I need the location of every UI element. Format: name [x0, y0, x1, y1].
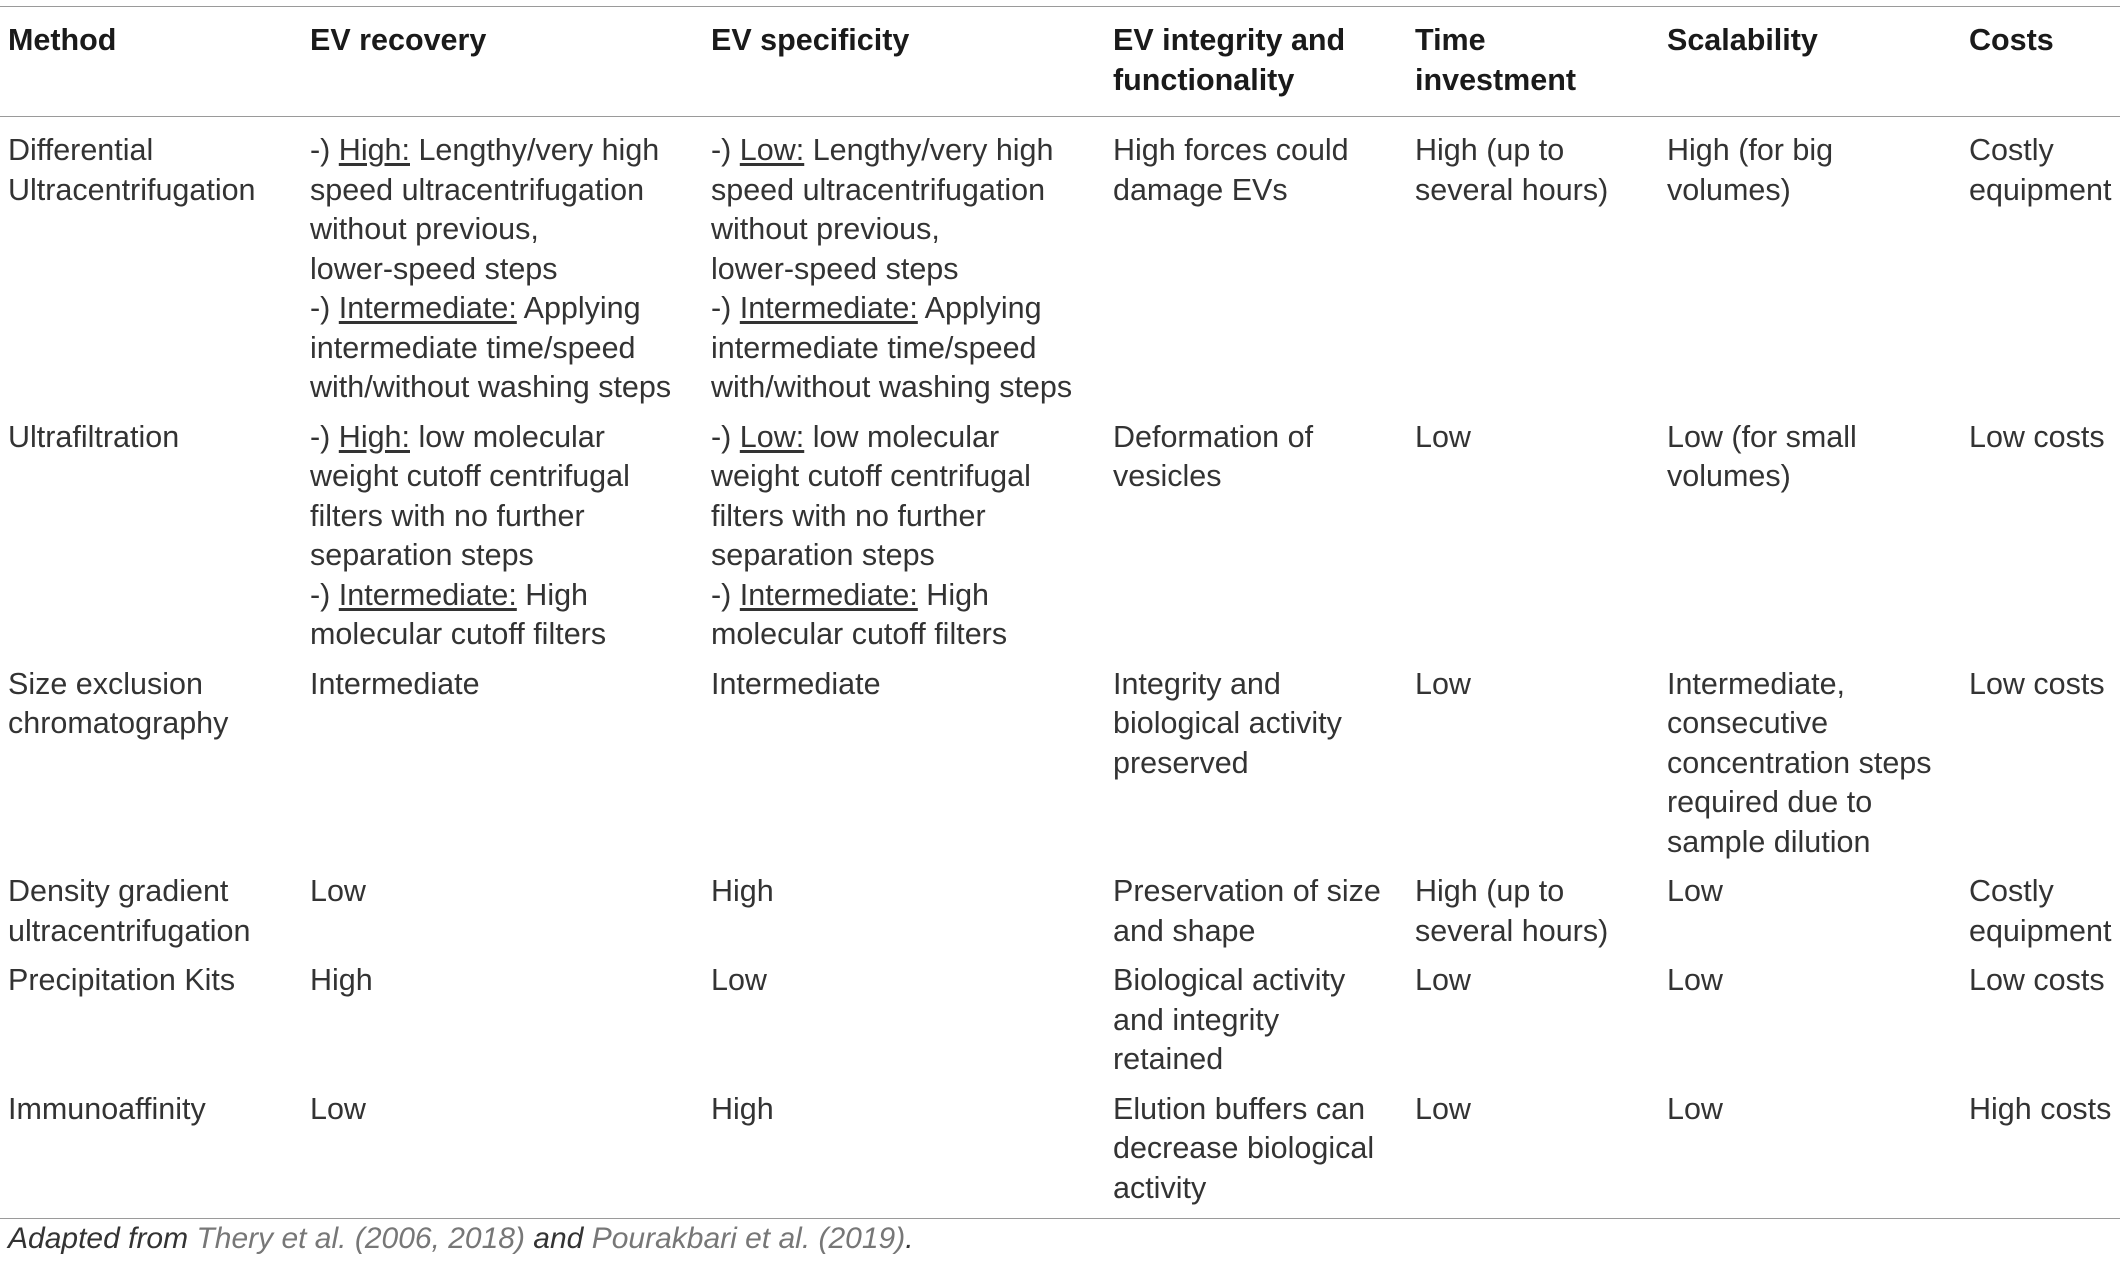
cell-method: Ultrafiltration [8, 419, 180, 454]
header-scalability: Scalability [1667, 23, 1818, 57]
cell-method: Density gradient ultracentrifugation [8, 874, 251, 948]
table-row [0, 412, 2120, 659]
table-row [0, 866, 2120, 955]
table-row [0, 955, 2120, 1084]
header-method: Method [8, 23, 117, 57]
citation-link-pourakbari[interactable]: Pourakbari et al. (2019) [591, 1222, 906, 1255]
cell-time-investment: Low [1415, 419, 1471, 454]
cell-ev-recovery: -) High: low molecular weight cutoff centrifugal filters with no further separation steps -) Intermediate: High molecular cutoff filters [310, 419, 630, 651]
rating-label: Intermediate: [338, 291, 517, 325]
cell-costs: Low costs [1969, 963, 2105, 997]
cell-ev-integrity: Deformation of vesicles [1113, 419, 1314, 493]
cell-costs: Costly equipment [1969, 874, 2112, 948]
rating-label: Low: [739, 133, 805, 167]
cell-time-investment: High (up to several hours) [1415, 874, 1609, 948]
cell-costs: Low costs [1969, 666, 2105, 701]
cell-time-investment: Low [1415, 1091, 1471, 1126]
rating-label: Intermediate: [338, 577, 517, 612]
cell-ev-integrity: High forces could damage EVs [1113, 133, 1349, 207]
cell-ev-recovery: High [310, 963, 373, 997]
cell-ev-recovery: Low [310, 1091, 366, 1126]
cell-ev-integrity: Preservation of size and shape [1113, 874, 1381, 948]
cell-time-investment: Low [1415, 963, 1471, 997]
cell-scalability: Intermediate, consecutive concentration steps required due to sample dilution [1667, 666, 1932, 859]
table-footnote: Adapted from Thery et al. (2006, 2018) and Pourakbari et al. (2019). [8, 1222, 914, 1255]
cell-ev-integrity: Elution buffers can decrease biological activity [1113, 1091, 1375, 1205]
table-header-row [0, 7, 2120, 117]
cell-scalability: Low [1667, 874, 1723, 908]
cell-method: Differential Ultracentrifugation [8, 133, 256, 207]
table-row [0, 659, 2120, 867]
rating-label: High: [338, 133, 410, 167]
cell-scalability: Low [1667, 1091, 1723, 1126]
cell-method: Size exclusion chromatography [8, 666, 229, 740]
cell-ev-recovery: Intermediate [310, 666, 480, 701]
methods-comparison-table-wrap [0, 6, 2120, 1219]
cell-costs: High costs [1969, 1091, 2112, 1126]
table-row [0, 117, 2120, 412]
cell-ev-recovery: Low [310, 874, 366, 908]
rating-label: Low: [739, 419, 805, 454]
cell-time-investment: Low [1415, 666, 1471, 701]
ev-isolation-methods-table [0, 6, 2120, 1219]
header-ev-integrity: EV integrity and functionality [1113, 23, 1346, 97]
cell-method: Precipitation Kits [8, 963, 236, 997]
cell-ev-specificity: Low [711, 963, 767, 997]
cell-ev-recovery: -) High: Lengthy/very high speed ultracentrifugation without previous, lower-speed steps -) Intermediate: Applying intermediate time/speed with/without washing steps [310, 133, 672, 404]
rating-label: Intermediate: [739, 291, 918, 325]
cell-ev-specificity: Intermediate [711, 666, 881, 701]
cell-ev-specificity: High [711, 874, 774, 908]
header-time-investment: Time investment [1415, 23, 1577, 97]
header-ev-recovery: EV recovery [310, 23, 487, 57]
cell-scalability: Low (for small volumes) [1667, 419, 1857, 493]
cell-ev-specificity: -) Low: Lengthy/very high speed ultracentrifugation without previous, lower-speed steps -) Intermediate: Applying intermediate time/speed with/without washing steps [711, 133, 1073, 404]
cell-scalability: Low [1667, 963, 1723, 997]
cell-ev-specificity: -) Low: low molecular weight cutoff centrifugal filters with no further separation steps -) Intermediate: High molecular cutoff filters [711, 419, 1031, 651]
cell-costs: Costly equipment [1969, 133, 2112, 207]
rating-label: Intermediate: [739, 577, 918, 612]
cell-time-investment: High (up to several hours) [1415, 133, 1609, 207]
cell-ev-specificity: High [711, 1091, 774, 1126]
header-costs: Costs [1969, 23, 2054, 57]
cell-ev-integrity: Biological activity and integrity retained [1113, 963, 1346, 1076]
cell-method: Immunoaffinity [8, 1091, 206, 1126]
cell-scalability: High (for big volumes) [1667, 133, 1834, 207]
header-ev-specificity: EV specificity [711, 23, 910, 57]
table-row [0, 1084, 2120, 1219]
cell-ev-integrity: Integrity and biological activity preserved [1113, 666, 1342, 780]
citation-link-thery[interactable]: Thery et al. (2006, 2018) [196, 1222, 525, 1255]
rating-label: High: [338, 419, 410, 454]
cell-costs: Low costs [1969, 419, 2105, 454]
